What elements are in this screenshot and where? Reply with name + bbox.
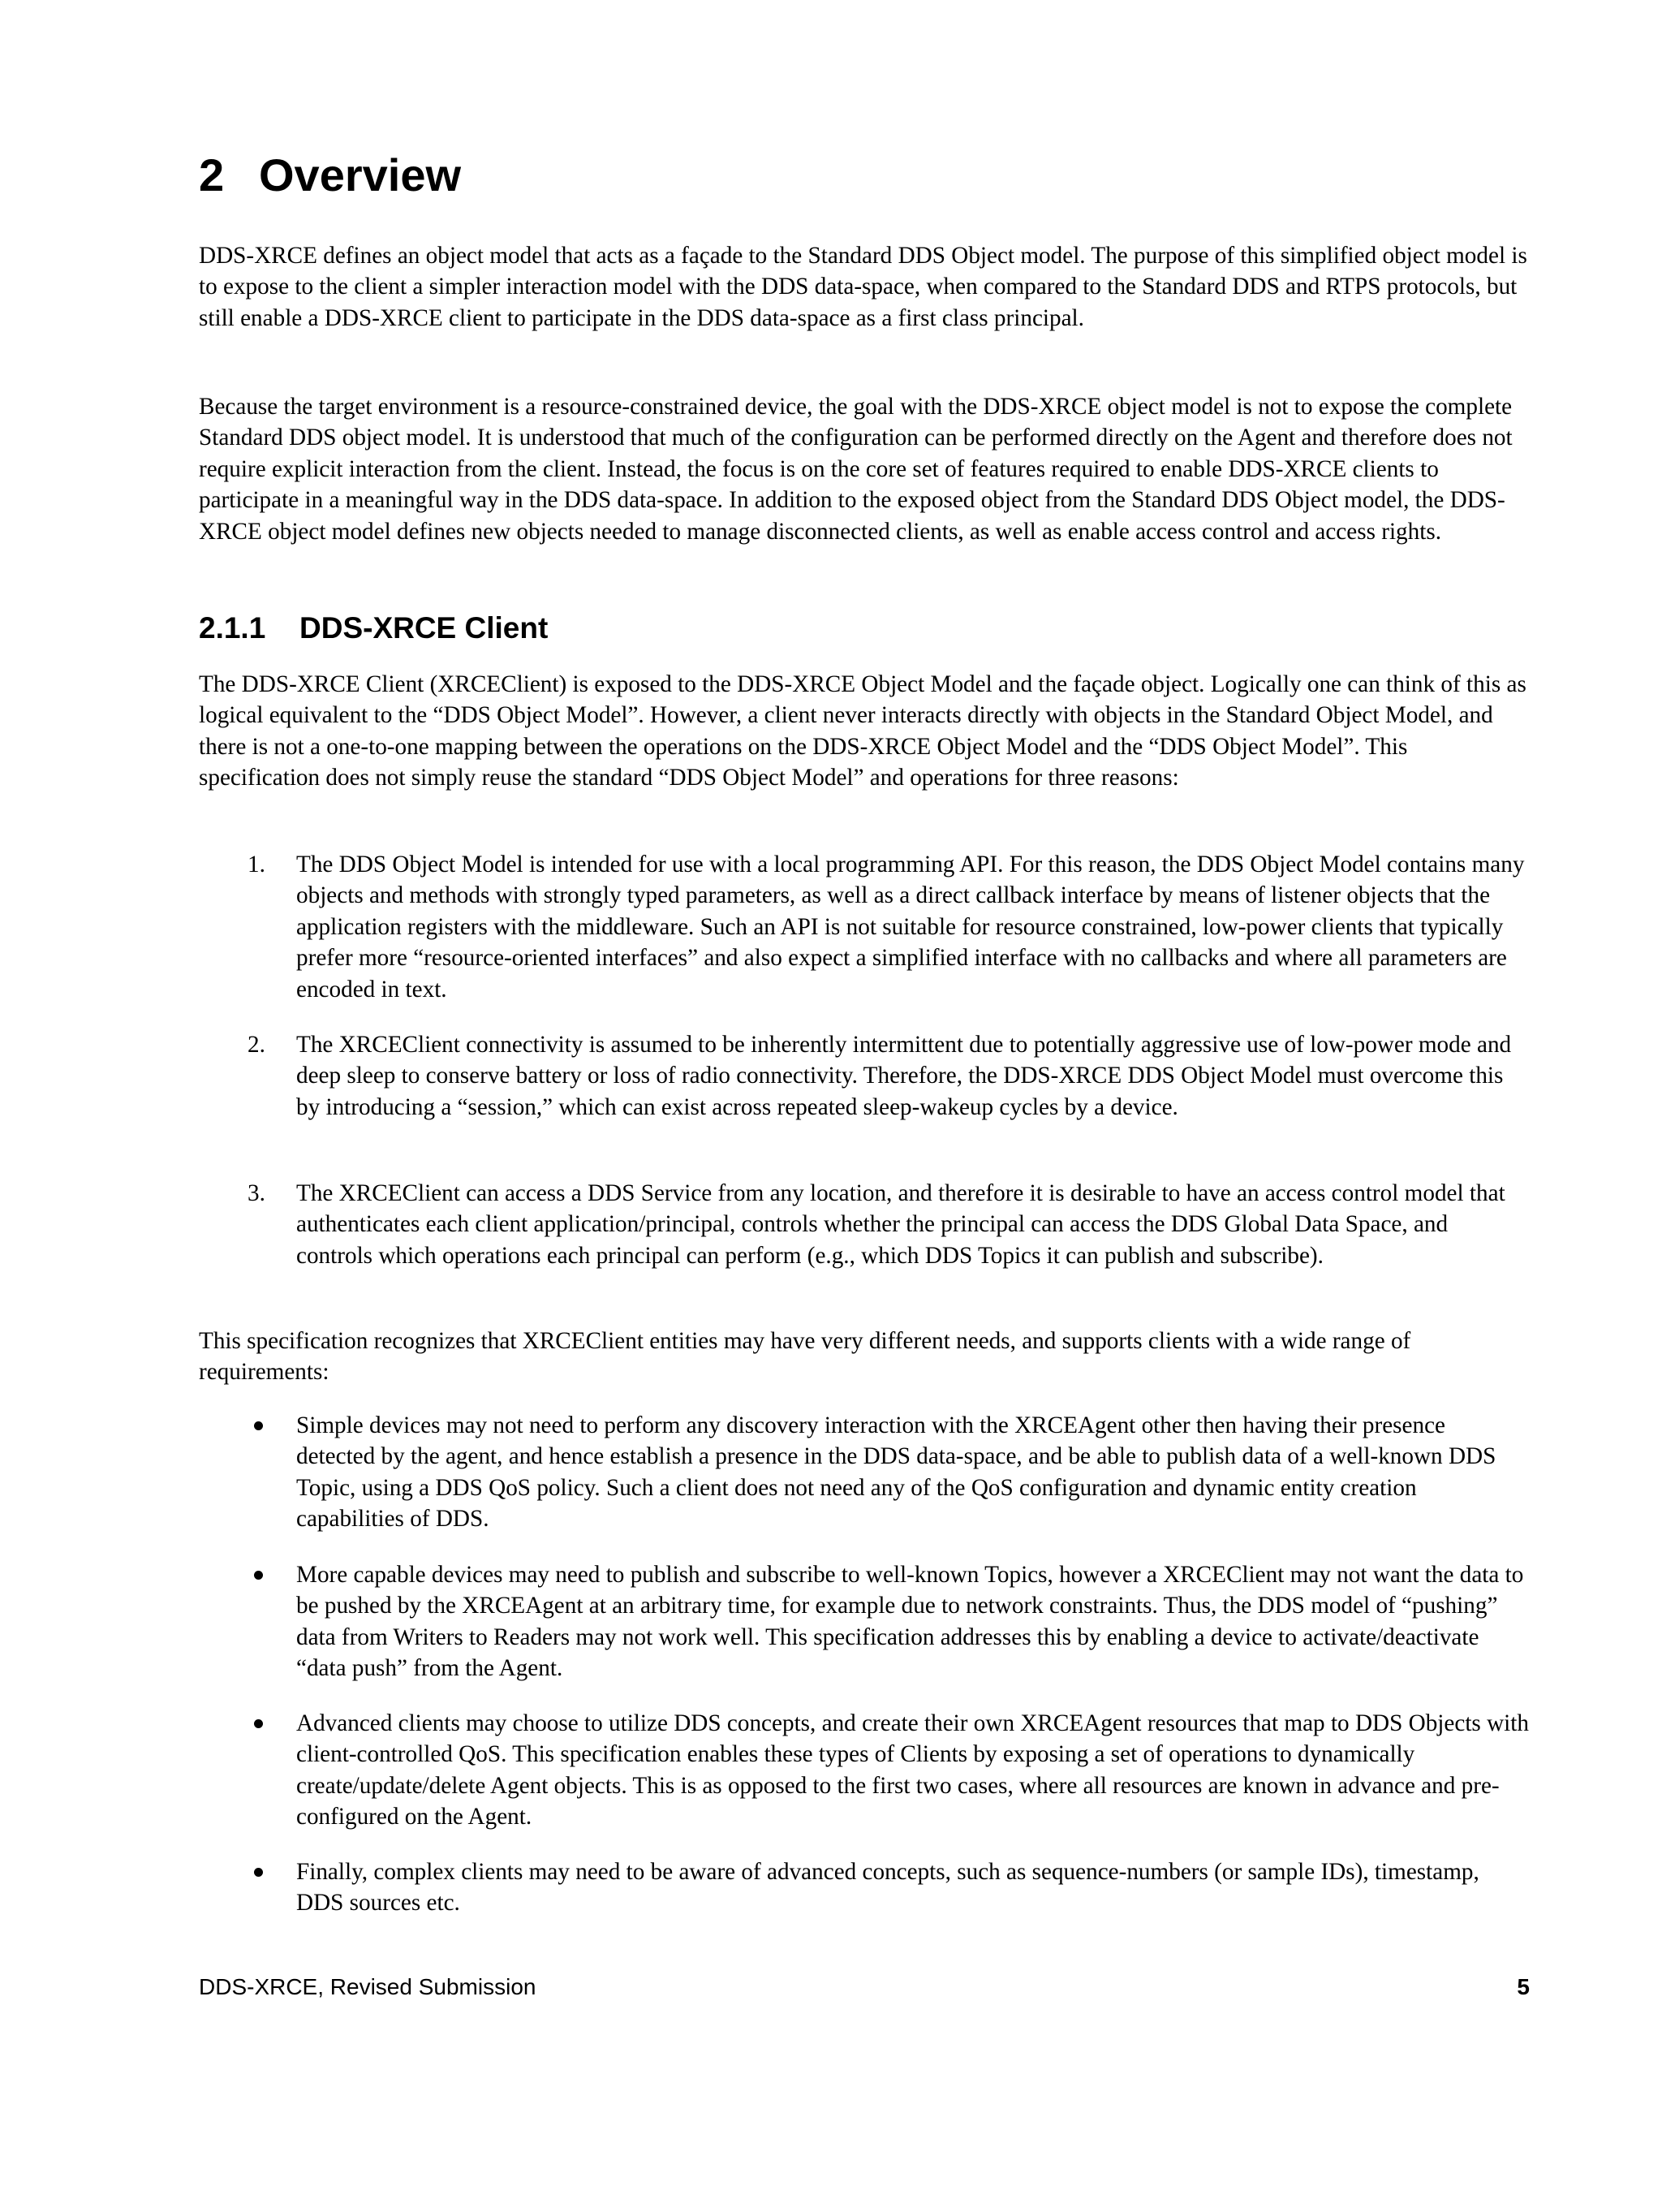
list-number: 1.: [248, 852, 265, 877]
bullet-item-text: Simple devices may not need to perform any discovery interaction with the XRCEAgent other then having their presence detected by the agent, and hence establish a presence in the DDS data-space, and be able to publish data of a well-known DDS Topic, using a DDS QoS policy. Such a client does not need any of the QoS configuration and dynamic entity creation capabilities of DDS.: [296, 1412, 1496, 1533]
footer-document-title: DDS-XRCE, Revised Submission: [199, 1974, 536, 1999]
requirement-bullet-item: [248, 1708, 1530, 1833]
subsection-heading: [199, 607, 548, 649]
reason-list-item: [248, 1029, 1530, 1123]
reason-list-item: [248, 1178, 1530, 1271]
bullet-icon: [254, 1719, 263, 1728]
bullet-item-text: Finally, complex clients may need to be aware of advanced concepts, such as sequence-numbers (or sample IDs), timestamp, DDS sources etc.: [296, 1859, 1479, 1917]
requirement-bullet-item: [248, 1856, 1530, 1919]
section-number: 2: [199, 149, 225, 201]
reason-list-item: [248, 849, 1530, 1005]
overview-paragraph-2: Because the target environment is a resource-constrained device, the goal with the DDS-XRCE object model is not to expose the complete Standard DDS object model. It is understood that much of the configuration can be performed directly on the Agent and therefore does not require explicit interaction from the client. Instead, the focus is on the core set of features required to enable DDS-XRCE clients to participate in a meaningful way in the DDS data-space. In addition to the exposed object from the Standard DDS Object model, the DDS-XRCE object model defines new objects needed to manage disconnected clients, as well as enable access control and access rights.: [199, 394, 1513, 545]
list-item-text: The DDS Object Model is intended for use with a local programming API. For this reason, the DDS Object Model contains many objects and methods with strongly typed parameters, as well as a direct callback interface by means of listener objects that the application registers with the middleware. Such an API is not suitable for resource constrained, low-power clients that typically prefer more “resource-oriented interfaces” and also expect a simplified interface with no callbacks and where all parameters are encoded in text.: [296, 852, 1525, 1003]
list-number: 3.: [248, 1180, 265, 1206]
bullet-icon: [254, 1571, 263, 1580]
subsection-title: DDS-XRCE Client: [299, 611, 549, 645]
client-intro-paragraph: The DDS-XRCE Client (XRCEClient) is exposed to the DDS-XRCE Object Model and the façade object. Logically one can think of this as logical equivalent to the “DDS Object Model”. However, a client never interacts directly with objects in the Standard Object Model, and there is not a one-to-one mapping between the operations on the DDS-XRCE Object Model and the “DDS Object Model”. This specification does not simply reuse the standard “DDS Object Model” and operations for three reasons:: [199, 671, 1526, 791]
bullet-icon: [254, 1421, 263, 1430]
list-number: 2.: [248, 1032, 265, 1058]
bullet-item-text: More capable devices may need to publish and subscribe to well-known Topics, however a XRCEClient may not want the data to be pushed by the XRCEAgent at an arbitrary time, for example due to network constraints. Thus, the DDS model of “pushing” data from Writers to Readers may not work well. This specification addresses this by enabling a device to activate/deactivate “data push” from the Agent.: [296, 1562, 1524, 1682]
footer-page-number: 5: [1517, 1974, 1530, 1999]
subsection-number: 2.1.1: [199, 611, 266, 645]
bullet-icon: [254, 1868, 263, 1877]
list-item-text: The XRCEClient can access a DDS Service from any location, and therefore it is desirable to have an access control model that authenticates each client application/principal, controls whether the principal can access the DDS Global Data Space, and controls which operations each principal can perform (e.g., which DDS Topics it can publish and subscribe).: [296, 1180, 1505, 1269]
list-item-text: The XRCEClient connectivity is assumed to be inherently intermittent due to potentially aggressive use of low-power mode and deep sleep to conserve battery or loss of radio connectivity. Therefore, the DDS-XRCE DDS Object Model must overcome this by introducing a “session,” which can exist across repeated sleep-wakeup cycles by a device.: [296, 1032, 1512, 1120]
section-heading: [199, 143, 461, 208]
document-page: [199, 0, 1530, 2212]
requirement-bullet-item: [248, 1559, 1530, 1684]
overview-paragraph-1: DDS-XRCE defines an object model that acts as a façade to the Standard DDS Object model. The purpose of this simplified object model is to expose to the client a simpler interaction model with the DDS data-space, when compared to the Standard DDS and RTPS protocols, but still enable a DDS-XRCE client to participate in the DDS data-space as a first class principal.: [199, 243, 1527, 331]
requirements-intro-paragraph: This specification recognizes that XRCEClient entities may have very different needs, and supports clients with a wide range of requirements:: [199, 1328, 1411, 1386]
requirement-bullet-item: [248, 1410, 1530, 1535]
section-title: Overview: [259, 149, 462, 201]
bullet-item-text: Advanced clients may choose to utilize DDS concepts, and create their own XRCEAgent resources that map to DDS Objects with client-controlled QoS. This specification enables these types of Clients by exposing a set of operations to dynamically create/update/delete Agent objects. This is as opposed to the first two cases, where all resources are known in advance and pre-configured on the Agent.: [296, 1710, 1529, 1830]
